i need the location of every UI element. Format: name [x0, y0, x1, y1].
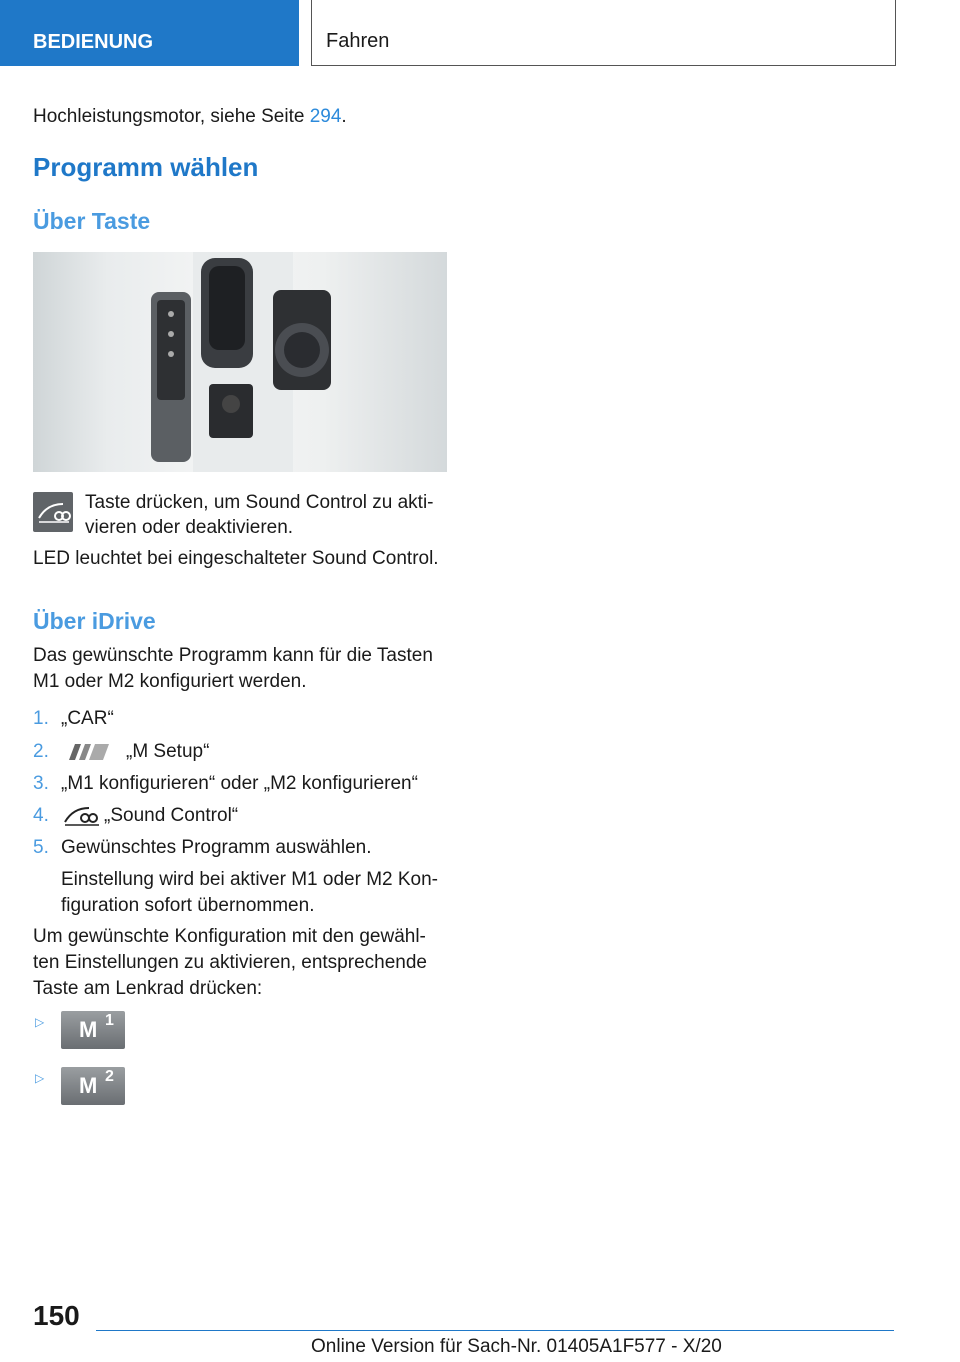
step-number: 2. [33, 741, 49, 762]
step-note-line-1: Einstellung wird bei aktiver M1 oder M2 Kon- [61, 869, 439, 890]
header-chapter: Fahren [311, 0, 896, 66]
step-text: „CAR“ [61, 708, 114, 729]
icon-description-line-2: vieren oder deaktivieren. [85, 517, 294, 538]
step-number: 3. [33, 773, 49, 794]
step-text: Gewünschtes Programm auswählen. [61, 837, 372, 858]
page-number: 150 [33, 1300, 80, 1331]
led-description: LED leuchtet bei eingeschalteter Sound Control. [33, 548, 439, 569]
config-text-line-2: ten Einstellungen zu aktivieren, entsprechende [33, 952, 427, 973]
idrive-intro-line-1: Das gewünschte Programm kann für die Tasten [33, 645, 433, 666]
sub-heading-taste: Über Taste [33, 208, 151, 234]
config-text-line-3: Taste am Lenkrad drücken: [33, 978, 263, 999]
step-text: „M1 konfigurieren“ oder „M2 konfigurieren“ [61, 773, 418, 794]
sub-heading-idrive: Über iDrive [33, 608, 156, 634]
icon-description-line-1: Taste drücken, um Sound Control zu akti- [85, 492, 434, 513]
step-number: 5. [33, 837, 49, 858]
config-text-line-1: Um gewünschte Konfiguration mit den gewähl- [33, 926, 426, 947]
bullet-triangle-icon: ▷ [35, 1015, 45, 1029]
center-console-photo [33, 252, 447, 472]
footer-rule [96, 1330, 894, 1331]
bullet-triangle-icon: ▷ [35, 1071, 45, 1085]
page-link[interactable]: 294 [309, 106, 342, 127]
m-stripes-icon [61, 742, 117, 762]
step-note-line-2: figuration sofort übernommen. [61, 895, 315, 916]
header-section: BEDIENUNG [0, 0, 299, 66]
m2-steering-button: M 2 [61, 1067, 125, 1105]
footer-text: Online Version für Sach-Nr. 01405A1F577 - X/20 [311, 1336, 722, 1357]
step-text: „M Setup“ [126, 741, 210, 762]
m1-steering-button: M 1 [61, 1011, 125, 1049]
intro-paragraph: Hochleistungsmotor, siehe Seite 294. [33, 106, 347, 127]
step-number: 1. [33, 708, 49, 729]
sound-control-icon [33, 492, 73, 532]
main-heading: Programm wählen [33, 152, 259, 182]
sound-control-inline-icon [61, 802, 101, 828]
step-text: „Sound Control“ [104, 805, 239, 826]
step-number: 4. [33, 805, 49, 826]
console-illustration [33, 252, 447, 472]
idrive-intro-line-2: M1 oder M2 konfiguriert werden. [33, 671, 307, 692]
